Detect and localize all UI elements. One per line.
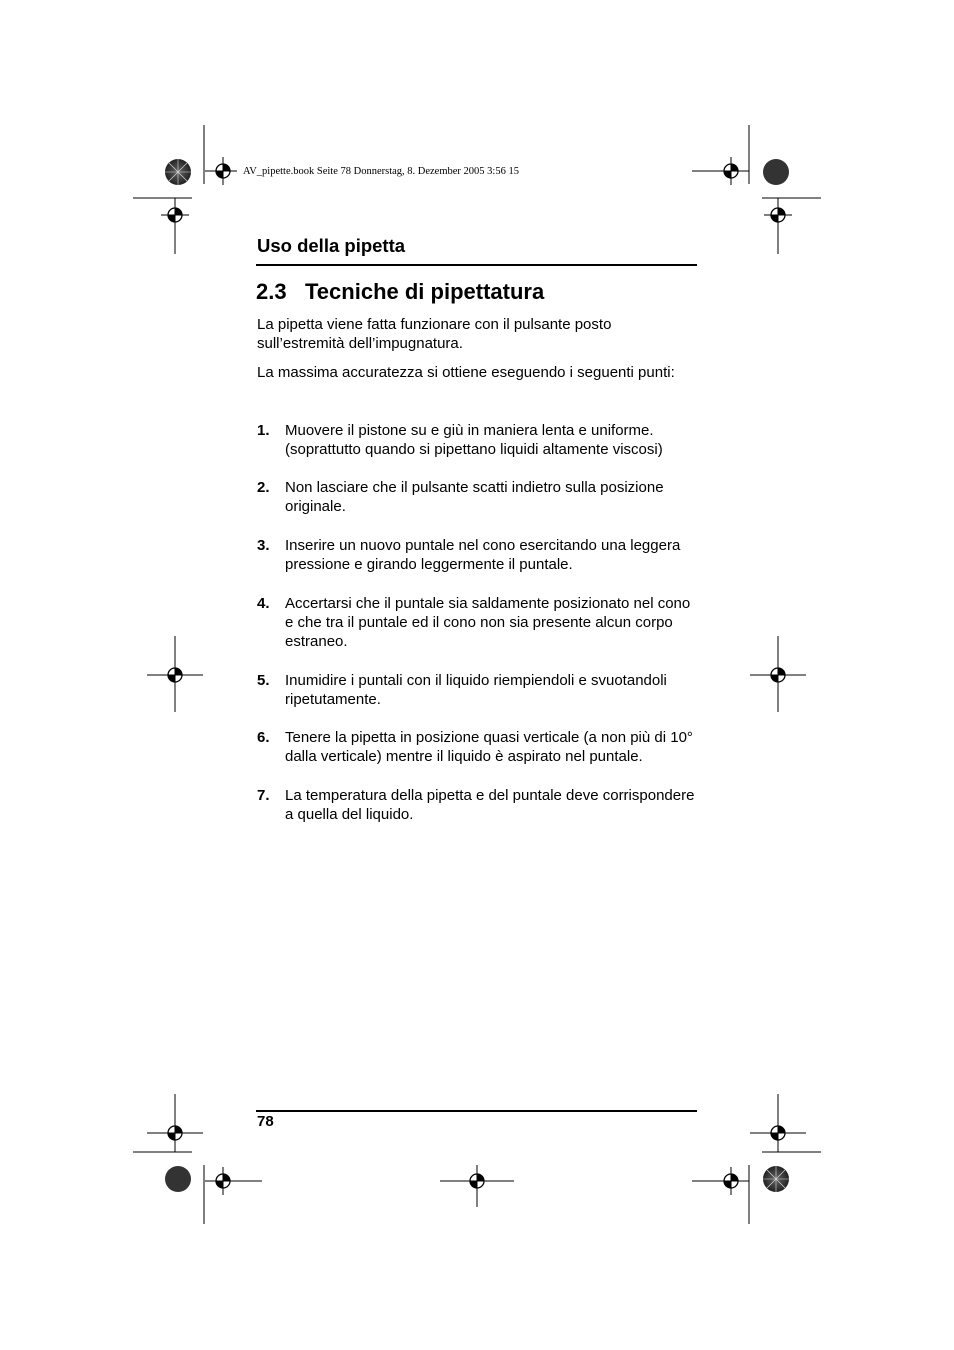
step-number: 6. <box>257 729 270 746</box>
step-text: Inserire un nuovo puntale nel cono esercitando una leggera pressione e girando leggermente il puntale. <box>285 537 681 573</box>
step-text: Non lasciare che il pulsante scatti indietro sulla posizione originale. <box>285 479 664 515</box>
intro-paragraph: La pipetta viene fatta funzionare con il pulsante posto sull’estremità dell’impugnatura. <box>257 316 612 352</box>
section-heading <box>256 279 544 305</box>
step-text: Tenere la pipetta in posizione quasi verticale (a non più di 10° dalla verticale) mentre il liquido è aspirato nel puntale. <box>285 729 693 765</box>
step-text: Inumidire i puntali con il liquido riempiendoli e svuotandoli ripetutamente. <box>285 672 667 708</box>
step-number: 3. <box>257 537 270 554</box>
page-number: 78 <box>257 1113 274 1130</box>
step-number: 4. <box>257 595 270 612</box>
header-rule <box>256 264 697 266</box>
intro-paragraph: La massima accuratezza si ottiene eseguendo i seguenti punti: <box>257 364 675 381</box>
step-number: 7. <box>257 787 270 804</box>
step-number: 5. <box>257 672 270 689</box>
step-number: 1. <box>257 422 270 439</box>
print-slug-line: AV_pipette.book Seite 78 Donnerstag, 8. Dezember 2005 3:56 15 <box>243 166 519 177</box>
running-head: Uso della pipetta <box>257 235 406 256</box>
step-number: 2. <box>257 479 270 496</box>
step-text: Muovere il pistone su e giù in maniera lenta e uniforme. (soprattutto quando si pipettano liquidi altamente viscosi) <box>285 422 663 458</box>
section-number: 2.3 <box>256 279 287 304</box>
section-title: Tecniche di pipettatura <box>305 279 545 304</box>
step-text: La temperatura della pipetta e del puntale deve corrispondere a quella del liquido. <box>285 787 695 823</box>
step-text: Accertarsi che il puntale sia saldamente posizionato nel cono e che tra il puntale ed il cono non sia presente alcun corpo estraneo. <box>285 595 691 650</box>
footer-rule <box>256 1110 697 1112</box>
